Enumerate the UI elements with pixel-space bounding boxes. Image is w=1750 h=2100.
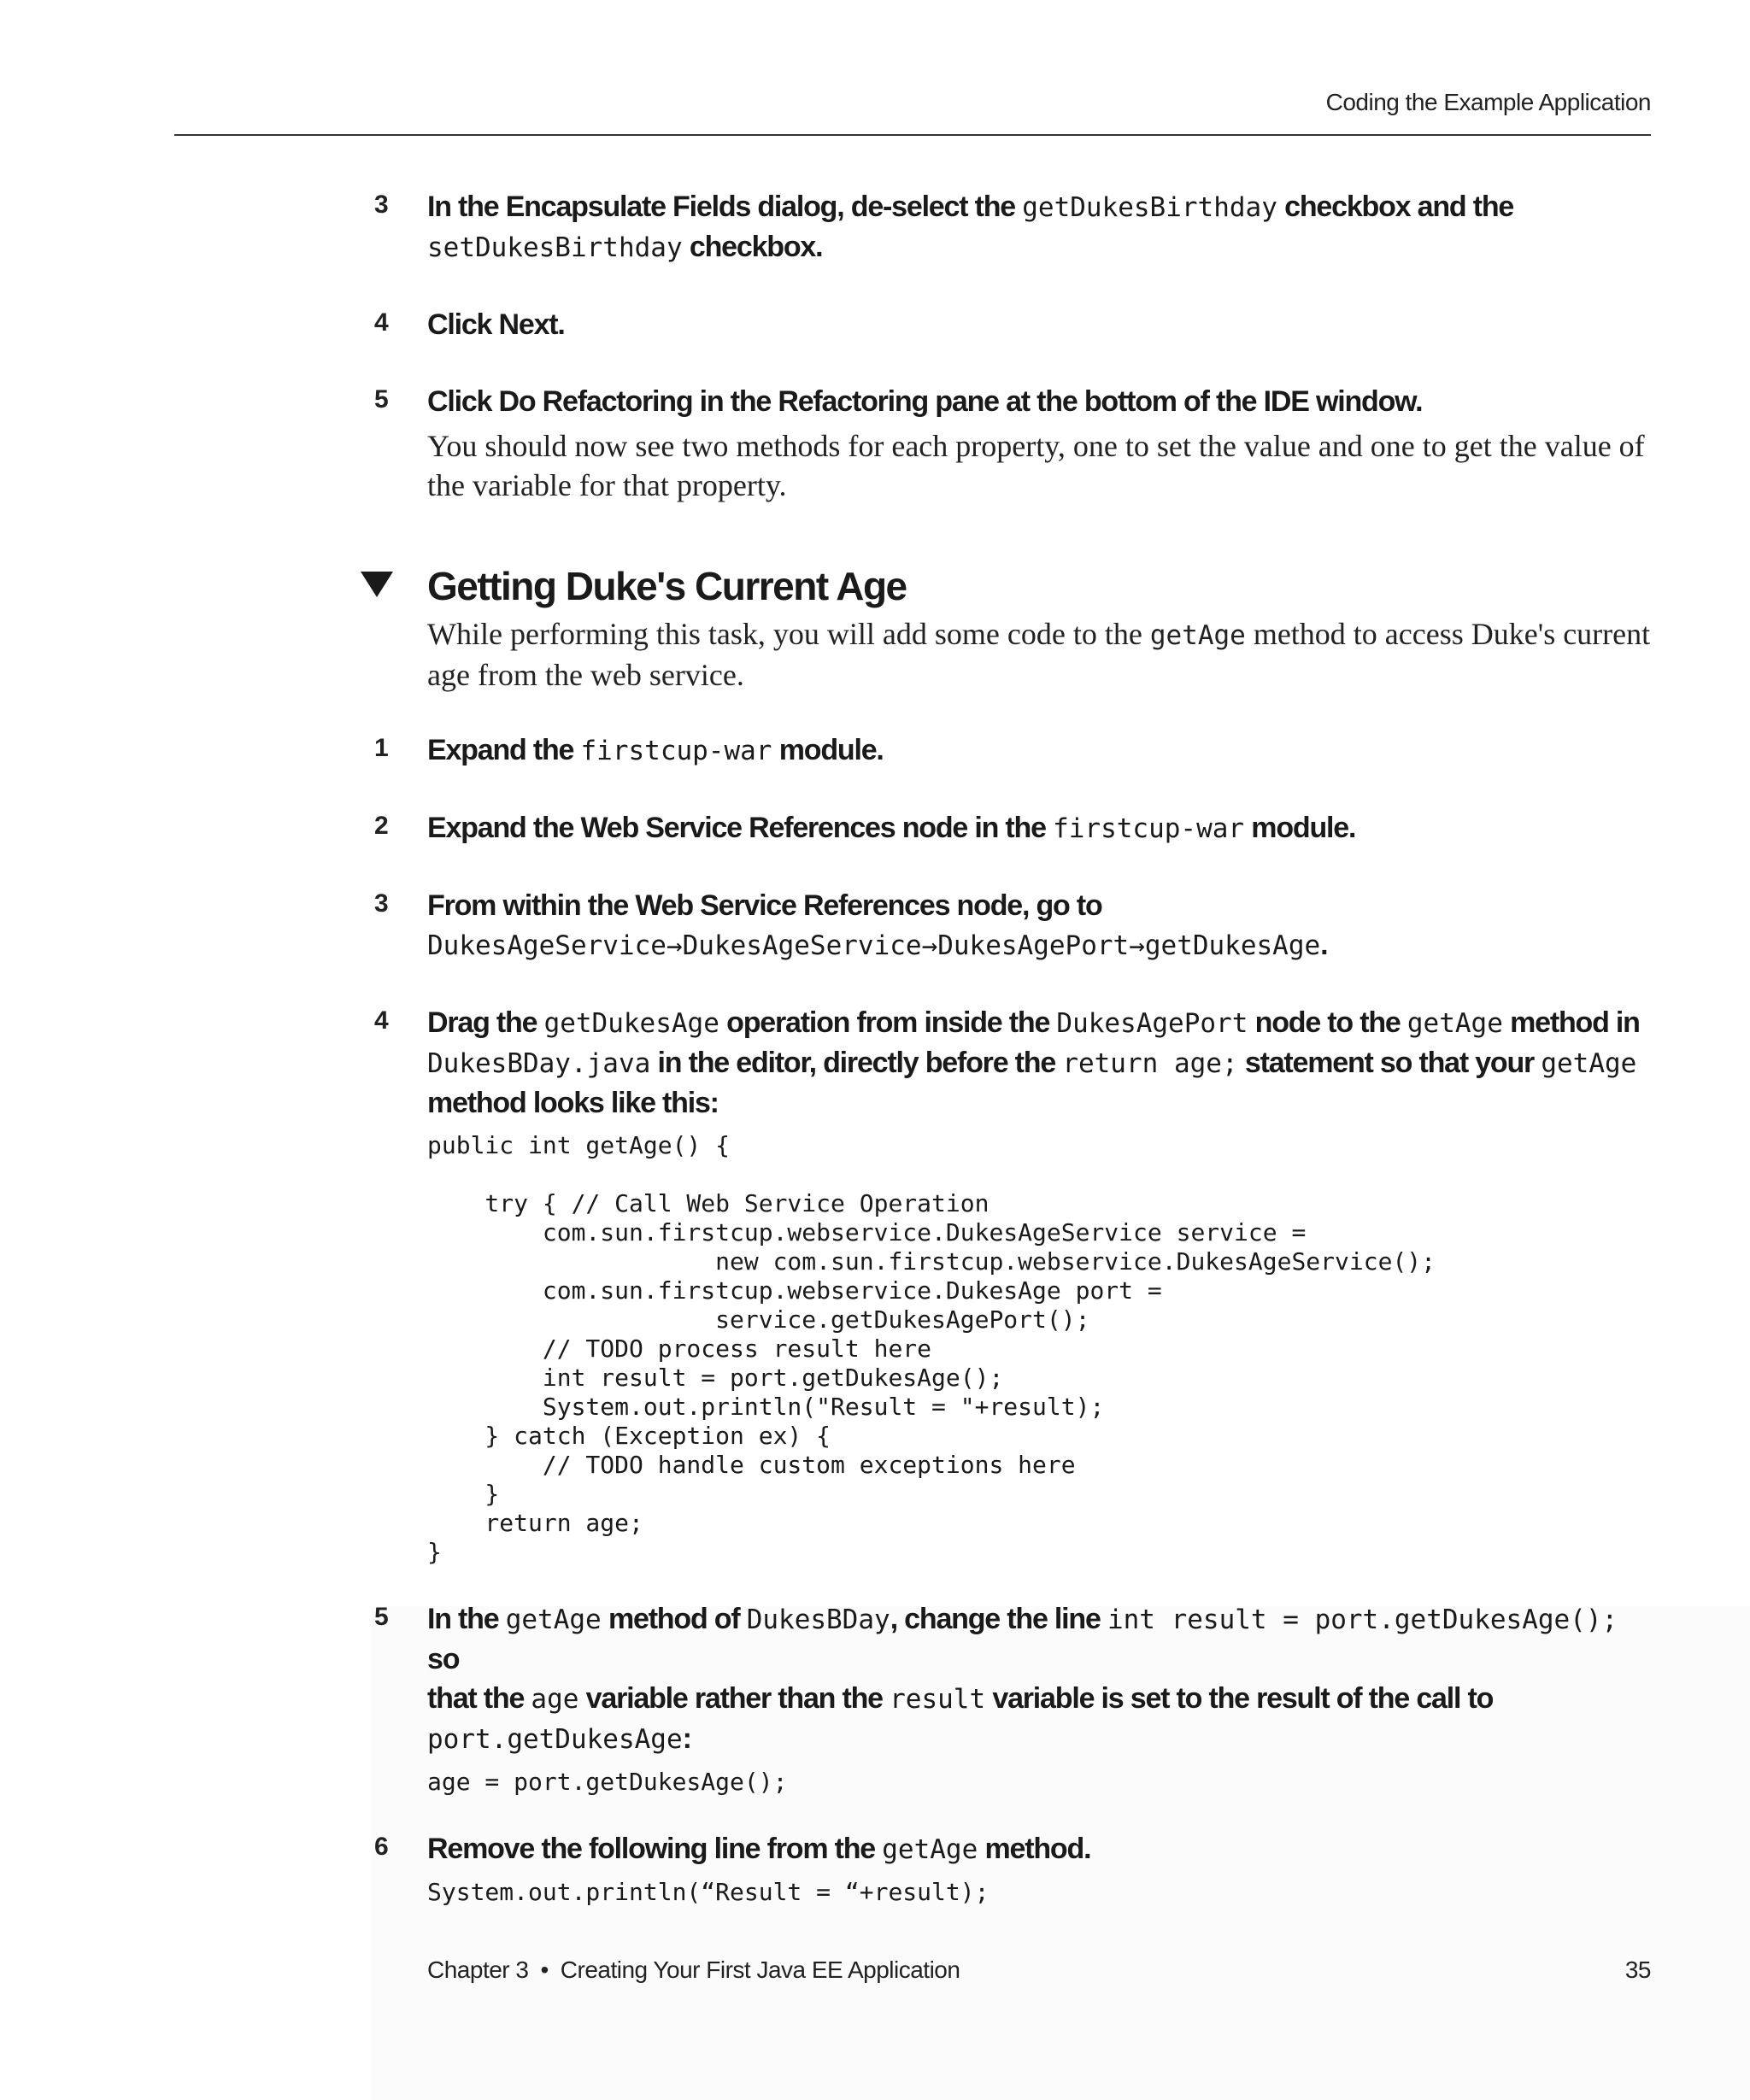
step-number: 6 bbox=[374, 1833, 389, 1861]
step-instruction: Drag the getDukesAge operation from inside the DukesAgePort node to the getAge method in DukesBDay.java in the editor, directly before the return age; statement so that your getAge method looks like this: bbox=[427, 1006, 1640, 1119]
section-intro: While performing this task, you will add some code to the getAge method to access Duke's current age from the web service. bbox=[427, 617, 1651, 692]
step-number: 4 bbox=[374, 308, 389, 337]
step-instruction: Expand the firstcup-war module. bbox=[427, 734, 884, 766]
section-getting-dukes-age bbox=[427, 561, 1651, 695]
header-rule bbox=[174, 134, 1651, 136]
running-header: Coding the Example Application bbox=[1325, 89, 1651, 115]
step-3-navigate-port bbox=[374, 886, 1651, 965]
footer-bullet: • bbox=[540, 1956, 549, 1983]
step-explanation: You should now see two methods for each property, one to set the value and one to get the value of the variable for that property. bbox=[427, 429, 1645, 502]
step-number: 1 bbox=[374, 734, 389, 762]
triangle-marker-icon bbox=[361, 572, 393, 597]
code-text: DukesAgeService→DukesAgeService→DukesAgePort→getDukesAge bbox=[427, 930, 1321, 961]
step-4-click-next bbox=[374, 305, 1651, 344]
step-instruction: In the getAge method of DukesBDay, change the line int result = port.getDukesAge(); so that the age variable rather than the result variable is set to the result of the call to port.getDukesAge: bbox=[427, 1603, 1618, 1755]
step-instruction: Expand the Web Service References node in the firstcup-war module. bbox=[427, 812, 1356, 844]
code-println: System.out.println(“Result = “+result); bbox=[427, 1878, 990, 1906]
page-content bbox=[374, 184, 1651, 1907]
step-instruction: Remove the following line from the getAge method. bbox=[427, 1833, 1091, 1865]
step-5-change-line bbox=[374, 1599, 1651, 1797]
step-5-do-refactoring bbox=[374, 382, 1651, 505]
code-text: getAge bbox=[882, 1834, 978, 1865]
step-instruction: In the Encapsulate Fields dialog, de-select the getDukesBirthday checkbox and the setDukesBirthday checkbox. bbox=[427, 191, 1514, 263]
step-number: 5 bbox=[374, 1603, 389, 1631]
step-number: 2 bbox=[374, 812, 389, 840]
code-text: setDukesBirthday bbox=[427, 232, 683, 263]
code-text: firstcup-war bbox=[580, 736, 772, 766]
step-number: 3 bbox=[374, 191, 389, 219]
code-text: firstcup-war bbox=[1053, 813, 1245, 844]
code-listing-getage: public int getAge() { try { // Call Web Service Operation com.sun.firstcup.webservice.DukesAgeService service = new com.sun.firstcup.webservice.DukesAgeService(); com.sun.firstcup.webservice.DukesAge port = service.getDukesAgePort(); // TODO process result here int result = port.getDukesAge(); System.out.println("Result = "+result); } catch (Exception ex) { // TODO handle custom exceptions here } return age; } bbox=[427, 1131, 1436, 1566]
step-2-expand-references bbox=[374, 808, 1651, 848]
step-instruction: Click Next. bbox=[427, 308, 565, 341]
step-instruction: Click Do Refactoring in the Refactoring pane at the bottom of the IDE window. bbox=[427, 385, 1423, 418]
step-number: 3 bbox=[374, 889, 389, 918]
step-6-remove-line bbox=[374, 1829, 1651, 1907]
step-3-encapsulate bbox=[374, 187, 1651, 267]
section-title: Getting Duke's Current Age bbox=[427, 564, 907, 608]
step-number: 4 bbox=[374, 1006, 389, 1035]
code-text: getDukesBirthday bbox=[1022, 192, 1277, 223]
page-number: 35 bbox=[1624, 1956, 1651, 1983]
step-instruction: From within the Web Service References node, go to DukesAgeService→DukesAgeService→DukesAgePort→getDukesAge. bbox=[427, 889, 1328, 961]
code-text: getAge bbox=[1149, 620, 1246, 651]
footer-chapter: Chapter 3 • Creating Your First Java EE Application bbox=[427, 1956, 960, 1983]
step-number: 5 bbox=[374, 385, 389, 414]
code-assignment: age = port.getDukesAge(); bbox=[427, 1768, 788, 1796]
step-1-expand-module bbox=[374, 730, 1651, 771]
step-4-drag-operation bbox=[374, 1003, 1651, 1567]
